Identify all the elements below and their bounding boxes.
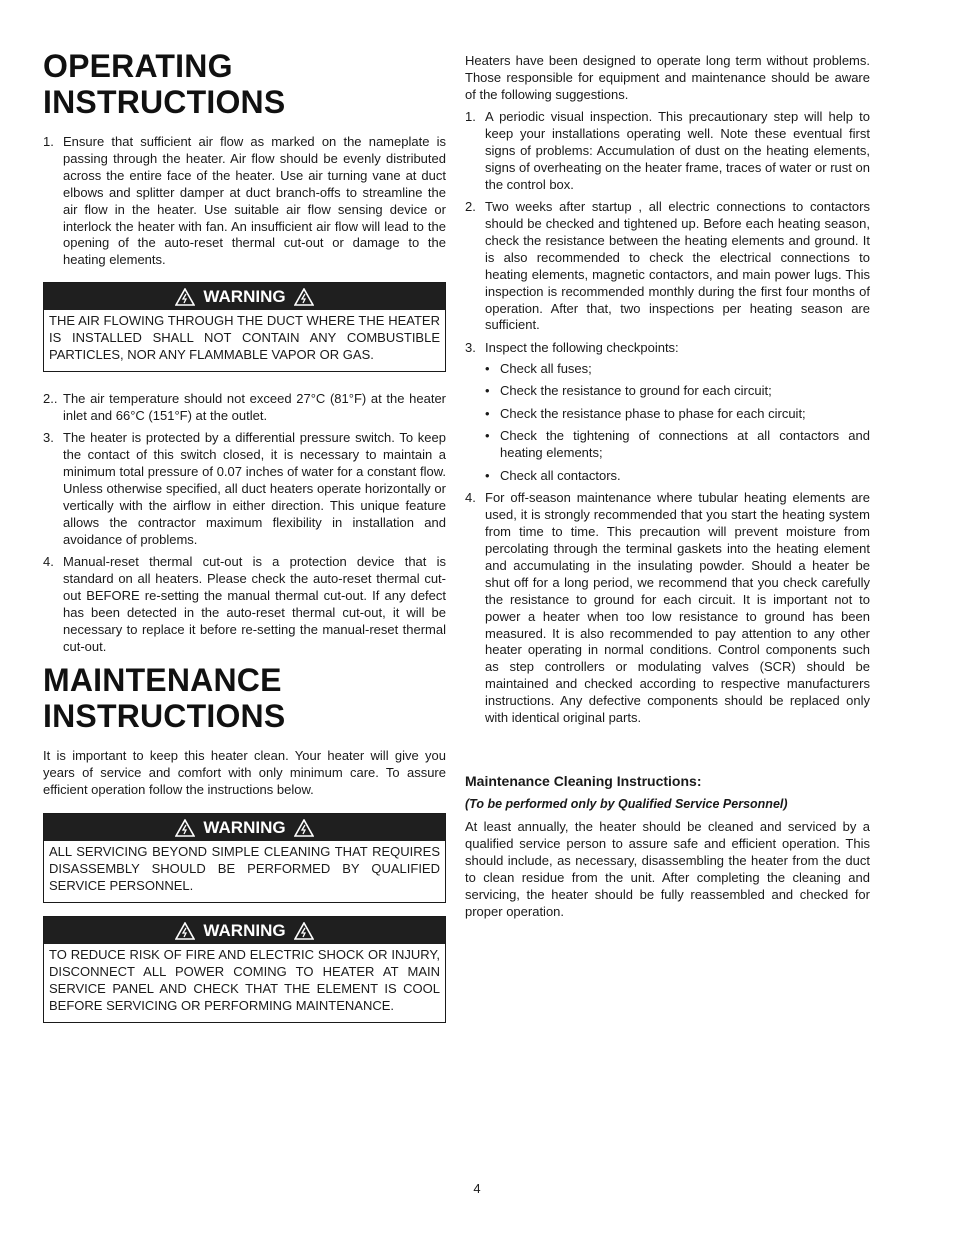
list-item: 2.. The air temperature should not exceed 27°C (81°F) at the heater inlet and 66°C (151°F) at the outlet. <box>43 391 446 423</box>
operating-list-a <box>43 134 446 275</box>
warning-header: WARNING <box>44 283 445 310</box>
list-item: 1. Ensure that sufficient air flow as marked on the nameplate is passing through the heater. Air flow should be evenly distributed across the entire face of the heater. Use air turning vane at duct elbows and splitter damper at duct branch-offs to streamline the air flow in the heater. Use suitable air flow sensing device or interlock the heater with fan. An insufficient air flow will lead to the opening of the auto-reset thermal cut-out or damage to the heating elements. <box>43 134 446 268</box>
warning-text: THE AIR FLOWING THROUGH THE DUCT WHERE THE HEATER IS INSTALLED SHALL NOT CONTAIN ANY COMBUSTIBLE PARTICLES, NOR ANY FLAMMABLE VAPOR OR GAS. <box>49 313 440 362</box>
list-item: 1. A periodic visual inspection. This precautionary step will help to keep your installations operating well. Note these eventual first signs of problems: Accumulation of dust on the heating elements, signs of overheating on the heater frame, traces of water or rust on the control box. <box>465 109 870 192</box>
list-item: 4. For off-season maintenance where tubular heating elements are used, it is strongly recommended that you start the heating system from time to time. This precaution will prevent moisture from percolating through the terminal gaskets into the heating element and accumulating in the insulating powder. Should a heater be shut off for a long period, we recommend that you check carefully the resistance to ground for each circuit. It is important not to power a heater when too low resistance to ground has been measured. It is also recommended to pay attention to any other heater operating in normal conditions. Control components such as step controllers or modulating valves (SCR) should be maintained and checked according to respective manufacturers instructions. Any defective components should be replaced only with identical original parts. <box>465 490 870 726</box>
operating-title: OPERATING INSTRUCTIONS <box>43 48 286 120</box>
warning-header: WARNING <box>44 814 445 841</box>
list-item: 3. Inspect the following checkpoints: • Check all fuses; • Check the resistance to ground for each circuit; • Check the resistance phase to phase for each circuit; • Check the tightening of connections at all contactors and heating elements; • Check all contactors. <box>465 340 870 485</box>
cleaning-heading: Maintenance Cleaning Instructions: <box>465 773 702 789</box>
warning-box-shock <box>43 916 446 1023</box>
warning-header: WARNING <box>44 917 445 944</box>
electrical-hazard-icon <box>294 288 314 306</box>
cleaning-subheading: (To be performed only by Qualified Service Personnel) <box>465 797 788 811</box>
right-intro: Heaters have been designed to operate long term without problems. Those responsible for equipment and maintenance should be aware of the following suggestions. <box>465 53 870 102</box>
checkpoint-item: • Check the resistance to ground for each circuit; <box>485 383 870 400</box>
warning-box-airflow <box>43 282 446 372</box>
warning-box-servicing <box>43 813 446 903</box>
electrical-hazard-icon <box>294 819 314 837</box>
electrical-hazard-icon <box>294 922 314 940</box>
list-item: 4. Manual-reset thermal cut-out is a protection device that is standard on all heaters. Please check the auto-reset thermal cut-out BEFORE re-setting the manual thermal cut-out. If any defect has been detected in the auto-reset thermal cut-out, it will be necessary to replace it before re-setting the manual-reset thermal cut-out. <box>43 554 446 654</box>
warning-text: TO REDUCE RISK OF FIRE AND ELECTRIC SHOCK OR INJURY, DISCONNECT ALL POWER COMING TO HEATER AT MAIN SERVICE PANEL AND CHECK THAT THE ELEMENT IS COOL BEFORE SERVICING OR PERFORMING MAINTENANCE. <box>49 947 440 1013</box>
checkpoint-item: • Check all contactors. <box>485 468 870 485</box>
list-item: 3. The heater is protected by a differential pressure switch. To keep the contact of this switch closed, it is necessary to maintain a minimum total pressure of 0.07 inches of water for a constant flow. Unless otherwise specified, all duct heaters operate horizontally or vertically with the airflow in either direction. This unique feature allows the contractor maximum flexibility in installation and avoidance of problems. <box>43 430 446 547</box>
checkpoint-list <box>485 361 870 485</box>
maintenance-intro: It is important to keep this heater clean. Your heater will give you years of service and comfort with only minimum care. To assure efficient operation follow the instructions below. <box>43 748 446 797</box>
maintenance-title: MAINTENANCE INSTRUCTIONS <box>43 662 286 734</box>
list-item: 2. Two weeks after startup , all electric connections to contactors should be checked and tightened up. Before each heating season, check the resistance between the heating elements and ground. It is also recommended to check the electrical connections to heating elements, magnetic contactors, and main power lugs. This inspection is recommended monthly during the first four months of operation. After that, two inspections per heating season are sufficient. <box>465 199 870 333</box>
electrical-hazard-icon <box>175 288 195 306</box>
operating-list-b <box>43 391 446 661</box>
checkpoint-item: • Check the tightening of connections at all contactors and heating elements; <box>485 428 870 462</box>
electrical-hazard-icon <box>175 922 195 940</box>
checkpoint-item: • Check all fuses; <box>485 361 870 378</box>
checkpoint-item: • Check the resistance phase to phase for each circuit; <box>485 406 870 423</box>
cleaning-text: At least annually, the heater should be cleaned and serviced by a qualified service person to assure safe and efficient operation. This should include, as necessary, disassembling the heater from the duct to clean residue from the unit. After completing the cleaning and servicing, the heater should be fully reassembled and checked for proper operation. <box>465 819 870 919</box>
electrical-hazard-icon <box>175 819 195 837</box>
maintenance-list <box>465 109 870 733</box>
warning-text: ALL SERVICING BEYOND SIMPLE CLEANING THAT REQUIRES DISASSEMBLY SHOULD BE PERFORMED BY QUALIFIED SERVICE PERSONNEL. <box>49 844 440 893</box>
page-number: 4 <box>473 1181 481 1196</box>
